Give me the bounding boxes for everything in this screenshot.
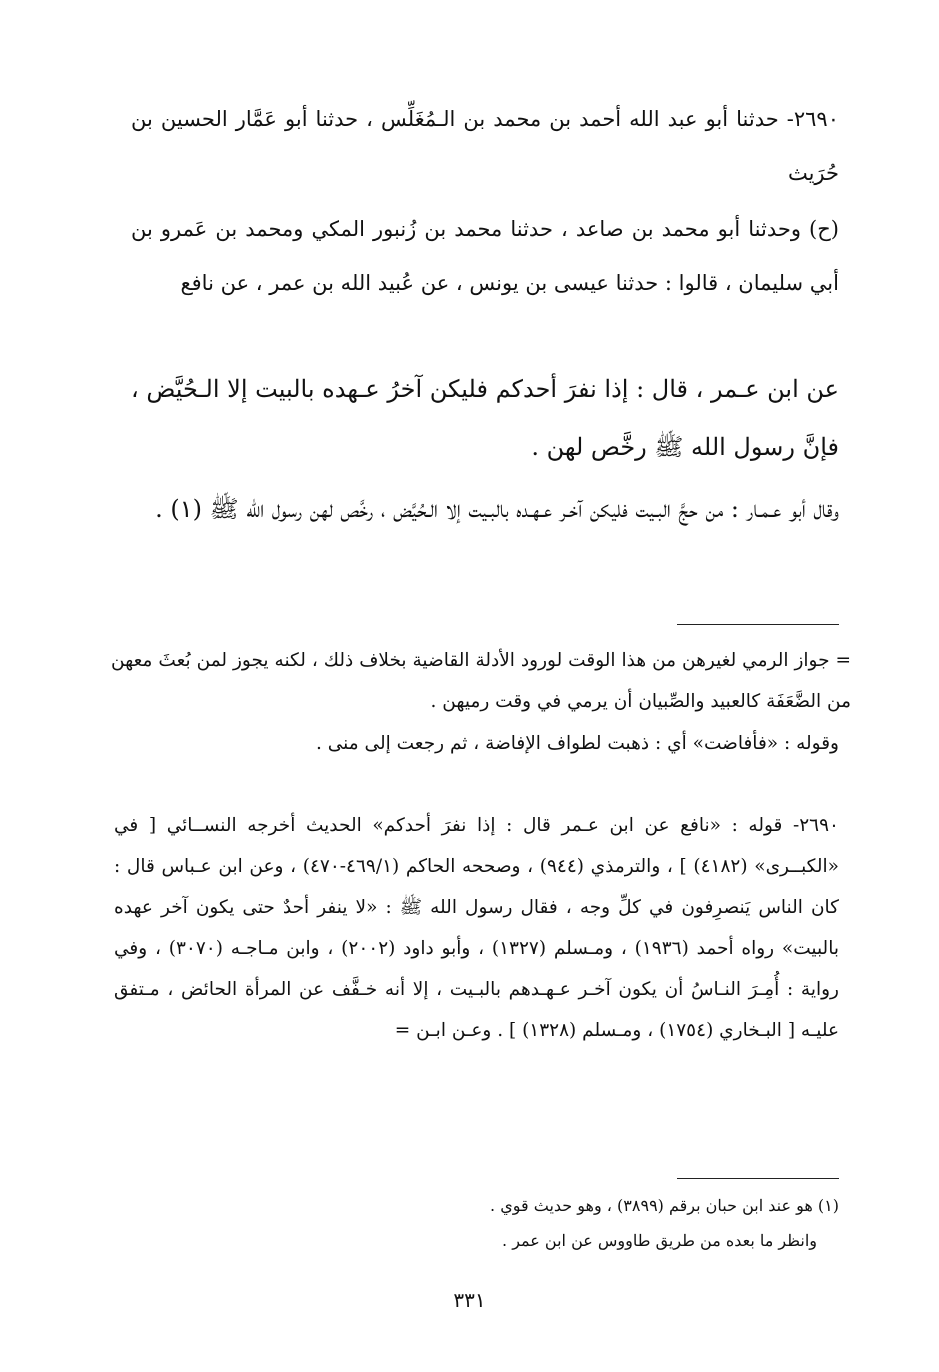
commentary-text-3: ٢٦٩٠- قوله : «نافع عن ابن عـمر قال : إذا نفرَ أحدكم» الحديث أخرجه النســائي [ في «الكبــرى» (٤١٨٢) ] ، والترمذي (٩٤٤) ، وصححه الحاكم (٤٦٩/١-٤٧٠) ، وعن ابن عـباس قال : كان الناس يَنصرِفون في كلِّ وجه ، فقال رسول الله ﷺ : «لا ينفر أحدٌ حتى يكون آخر عهده بالبيت» رواه أحمد (١٩٣٦) ، ومـسلم (١٣٢٧) ، وأبو داود (٢٠٠٢) ، وابن مـاجـه (٣٠٧٠) ، وفي رواية : أُمِـرَ النـاسُ أن يكون آخـر عـهـدهم بالبـيت ، إلا أنه خـفَّف عن المرأة الحائض ، مـتفق عليـه [ البـخاري (١٧٥٤) ، ومـسلم (١٣٢٨) ] . وعـن ابـن = [114, 815, 839, 1041]
commentary-separator [677, 624, 839, 625]
commentary-text-2: وقوله : «فأفاضت» أي : ذهبت لطواف الإفاضة ، ثم رجعت إلى منى . [315, 733, 839, 754]
footnotes [131, 1188, 839, 1258]
footnote-1-continuation: وانظر ما بعده من طريق طاووس عن ابن عمر . [502, 1231, 817, 1250]
matn-text-2: وقال أبو عـمـار : من حجَّ البـيت فليكن آخـر عـهـده بالبـيت إلا الـحُيَّض ، رخَّص لهن رسول الله ﷺ (١) . [155, 495, 839, 523]
isnad-paragraph-2 [131, 202, 839, 310]
isnad-paragraph-1 [131, 92, 839, 200]
footnote-separator [677, 1178, 839, 1179]
page-number: ٣٣١ [453, 1288, 486, 1312]
commentary-paragraph-3 [114, 805, 839, 1051]
isnad-text-1: ٢٦٩٠- حدثنا أبو عبد الله أحمد بن محمد بن الـمُغَلِّس ، حدثنا أبو عَمَّار الحسين بن حُرَيث [131, 107, 839, 185]
matn-text-1: عن ابن عـمر ، قال : إذا نفرَ أحدكم فليكن آخرُ عـهده بالبيت إلا الـحُيَّض ، فإنَّ رسول الله ﷺ رخَّص لهن . [131, 375, 839, 461]
commentary-text-1: = جواز الرمي لغيرهن من هذا الوقت لورود الأدلة القاضية بخلاف ذلك ، لكنه يجوز لمن بُعثَ معهن من الضَّعَفَة كالعبيد والصِّبيان أن يرمي في وقت رميهن . [111, 650, 851, 712]
matn-paragraph-2 [131, 480, 839, 538]
commentary-paragraph-2 [131, 723, 839, 764]
footnote-1: (١) هو عند ابن حبان برقم (٣٨٩٩) ، وهو حديث قوي . [490, 1196, 839, 1215]
matn-paragraph-1 [131, 360, 839, 476]
isnad-text-2: (ح) وحدثنا أبو محمد بن صاعد ، حدثنا محمد بن زُنبور المكي ومحمد بن عَمرو بن أبي سليمان ، قالوا : حدثنا عيسى بن يونس ، عن عُبيد الله بن عمر ، عن نافع [131, 217, 839, 295]
commentary-paragraph-1 [111, 640, 851, 722]
